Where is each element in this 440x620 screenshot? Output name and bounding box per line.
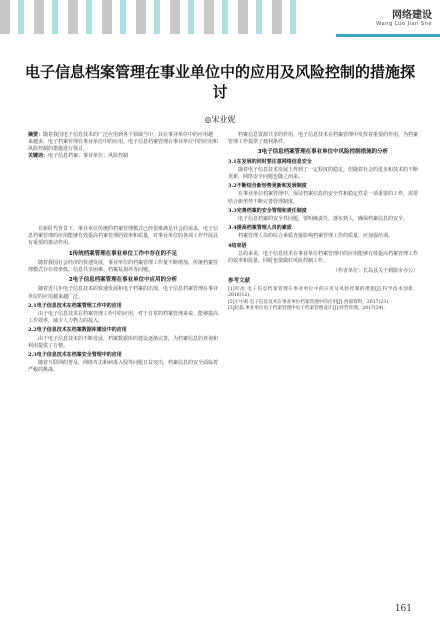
- paragraph: 随着电子信息技术发展上得到了一定程度的稳定，但随着社会的进步和技术的不断更新，网络安全问题也随之而来。: [228, 166, 419, 181]
- header-decoration-stripe: [0, 0, 300, 34]
- subsection-heading: 2.3电子信息技术在档案安全管理中的应用: [28, 352, 122, 359]
- section-heading: 4结束语: [228, 242, 247, 249]
- section-header: [376, 6, 432, 27]
- article-title: 电子信息档案管理在事业单位中的应用及风险控制的措施探讨: [24, 63, 415, 101]
- paragraph: 档案信息资源共享的作用，电子信息技术在档案管理中发挥着重要的作用，为档案管理工作提供了便利条件。: [228, 132, 419, 146]
- section-heading: 3电子信息档案管理在事业单位中风险控制措施的分析: [257, 149, 389, 156]
- paragraph: 随着近几年电子信息技术的快速发展和电子档案的出现，电子信息档案管理在事业单位的应用越来越广泛。: [28, 286, 219, 300]
- right-column: [228, 132, 418, 313]
- paragraph: 在新时代背景下，事业单位传统的档案管理模式已经很难满足社会的需求，电子信息档案管理的应用能够有效提高档案管理的效率和质量，对事业单位的各项工作开展具有重要的推动作用。: [28, 226, 219, 247]
- paragraph: 总的来说，电子信息技术在事业单位档案管理中的应用能够有效提高档案管理工作的效率和质量，同时也要做好风险控制工作。: [228, 250, 419, 265]
- abstract-text: 随着我国电子信息技术的广泛应用到各个领域当中，其在事业单位中的应用越来越多，电子档案管理在事业单位中的应用，电子信息档案管理在事业单位中的应用和风险控制的措施进行探讨。: [28, 132, 219, 152]
- header-rule: [336, 34, 440, 37]
- references-title: 参考文献: [228, 278, 251, 285]
- abstract-label: 摘要：: [28, 132, 44, 138]
- subsection-heading: 3.1在发展的同时要注意网络信息安全: [228, 158, 312, 165]
- paragraph: 由于电子信息技术的不断发展，档案数据库的建设逐渐完善，为档案信息的查询和利用提供了方便。: [28, 335, 219, 349]
- references: [228, 278, 418, 313]
- subsection-heading: 3.2不断结合新形势更新和发展制度: [228, 183, 307, 190]
- section-heading: 1传统档案管理在事业单位工作中存在的不足: [68, 250, 178, 257]
- section-heading: 2电子信息档案管理在事业单位中应用的分析: [68, 277, 178, 284]
- paragraph: 随着互联网的普及，网络攻击和病毒入侵等问题日益突出，档案信息的安全面临着严峻的挑战。: [28, 360, 219, 374]
- reference-item: [3]赵磊.事业单位电子档案管理中电子档案管理设计[J].经营管理，2017(24).: [228, 306, 385, 312]
- subsection-heading: 3.4提高档案管理人员的素质: [228, 225, 292, 232]
- article-author: ◎宋业妮: [204, 115, 236, 124]
- abstract: [28, 132, 218, 160]
- section-title: 网络建设: [392, 10, 432, 21]
- left-column: [28, 226, 218, 377]
- subsection-heading: 2.1电子信息技术在档案管理工作中的应用: [28, 302, 122, 309]
- paragraph: 电子信息档案的安全性问题，要明确责任，落实到人，确保档案信息的安全。: [238, 216, 409, 223]
- subsection-heading: 3.3完善档案的安全管理和责任制度: [228, 207, 307, 214]
- reference-item: [1]叶冰.电子信息档案管理在事业单位中的应用及风险控制的措施[J].科学技术创新，2016(12).: [228, 286, 418, 299]
- page-number: 161: [394, 604, 412, 614]
- paragraph: 档案管理人员的综合素质直接影响档案管理工作的质量，应加强培训。: [238, 233, 394, 240]
- paragraph: 随着我国社会经济的快速发展，事业单位的档案管理工作量不断增加，传统档案管理模式存在效率低、信息共享困难、档案易损坏等问题。: [28, 259, 219, 274]
- keywords: 电子信息档案；事业单位；风险控制: [48, 153, 129, 159]
- paragraph: 由于电子信息技术在档案管理工作中的应用，对于日常的档案管理来说，能够提高工作效率，减少人力物力的投入。: [28, 311, 219, 325]
- reference-item: [2]王中莉.电子信息技术在事业单位档案管理中的应用[J].西部资料，2017(23).: [228, 299, 390, 305]
- section-subtitle: Wang Luo Jian She: [376, 21, 432, 27]
- subsection-heading: 2.2电子信息技术在档案数据库建设中的应用: [28, 327, 127, 334]
- author-affiliation: （作者单位：长岛县关于到限市办公）: [332, 268, 418, 275]
- keywords-label: 关键词：: [28, 153, 49, 159]
- paragraph: 在事业单位档案管理中，保证档案信息的安全性和稳定性是一项重要的工作，需要结合新形势不断完善管理制度。: [228, 191, 419, 205]
